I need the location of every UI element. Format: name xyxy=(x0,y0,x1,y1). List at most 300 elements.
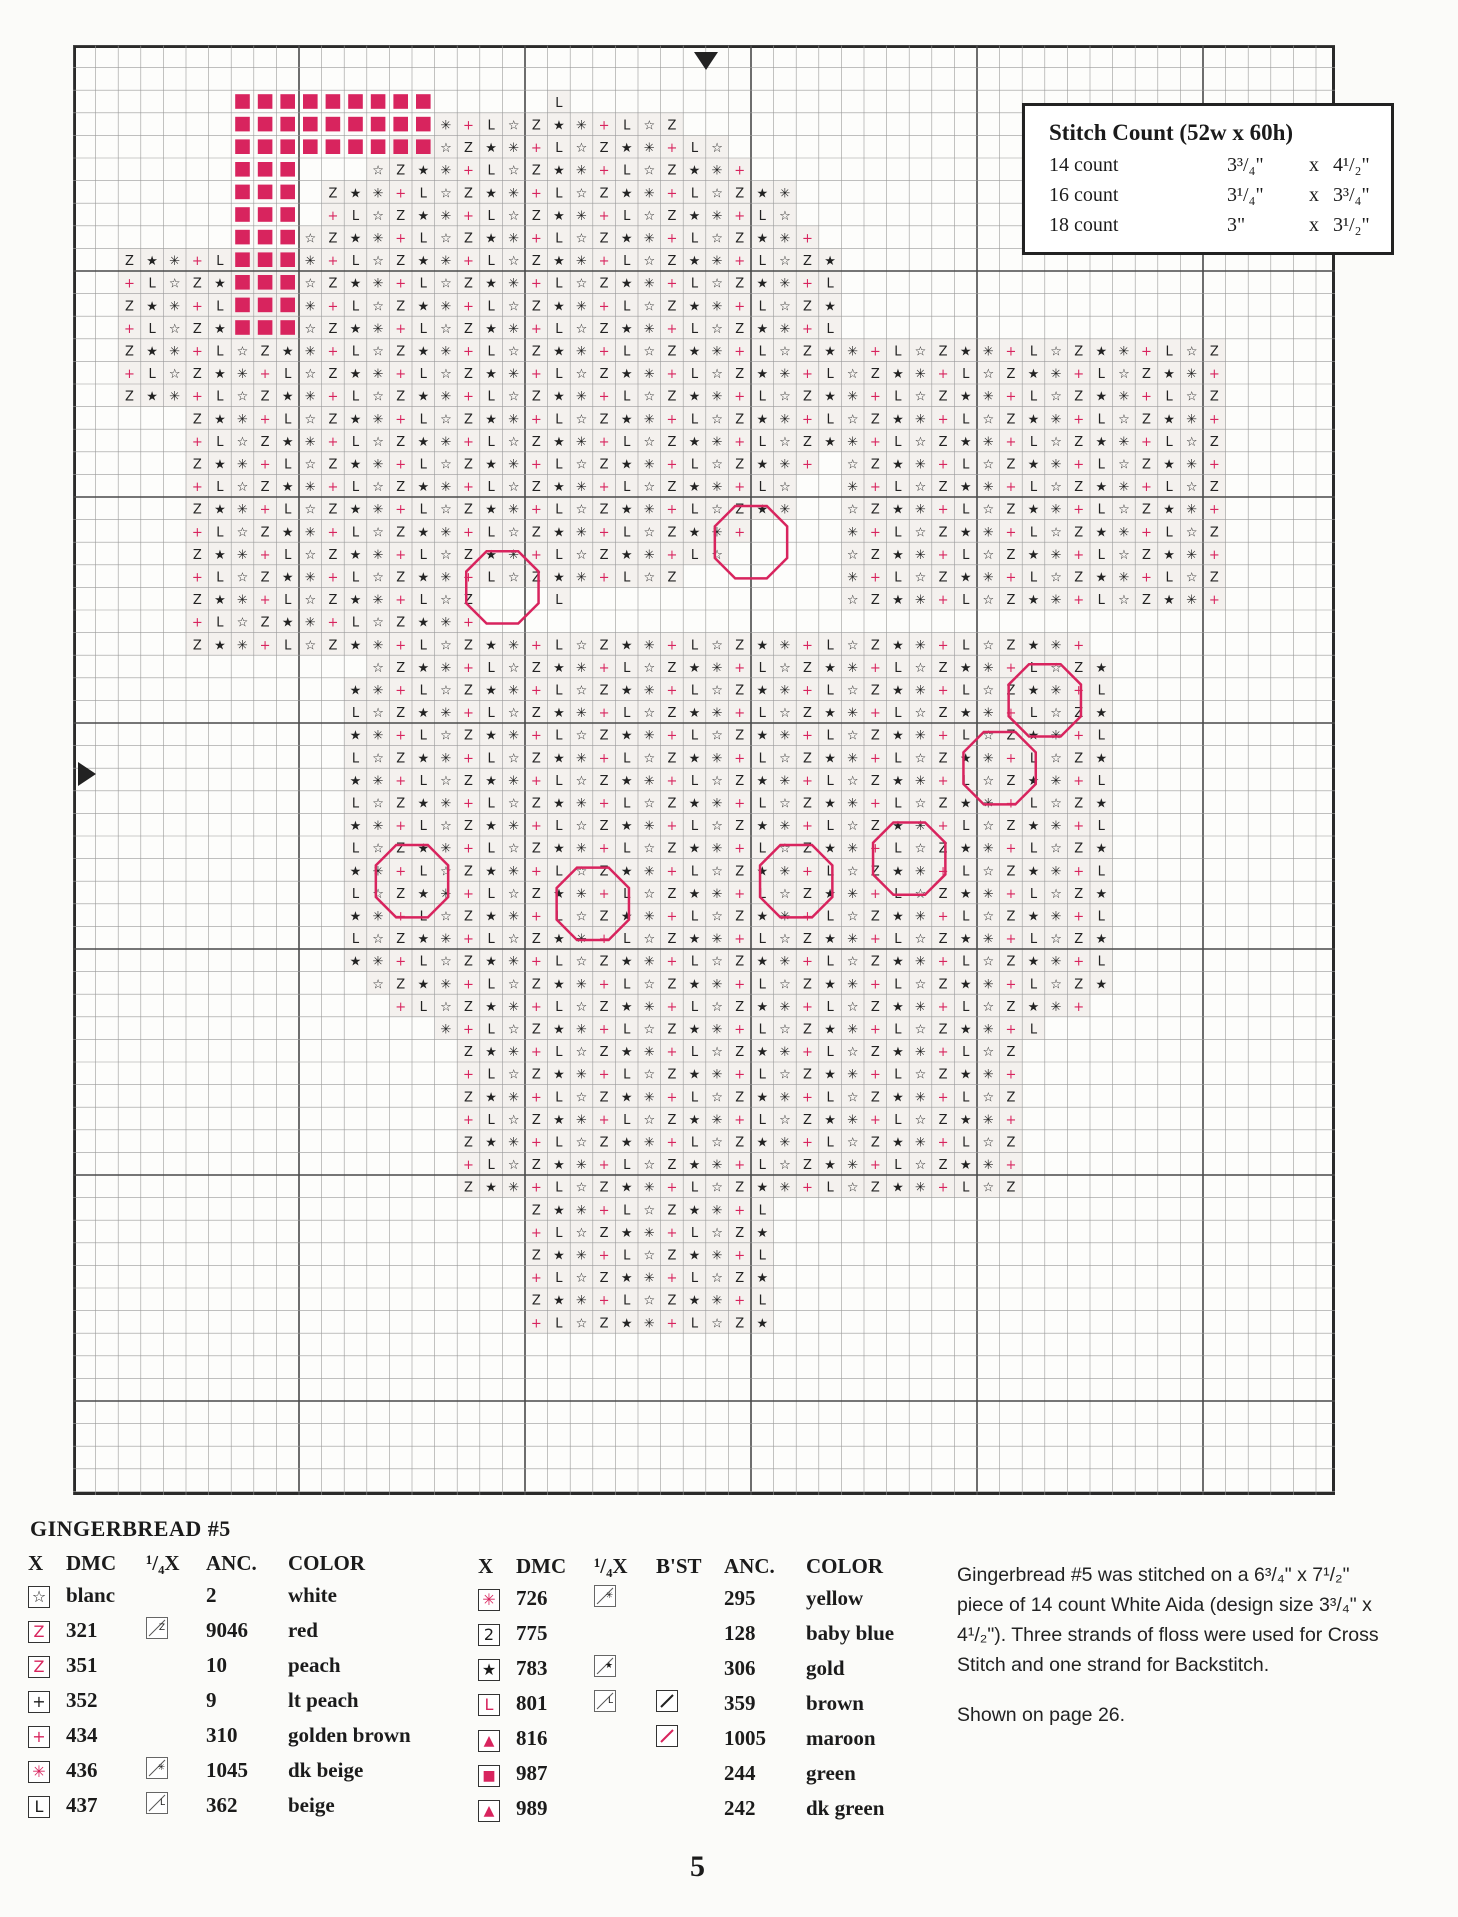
chart-grid xyxy=(73,45,1335,1495)
stitch-symbol: L xyxy=(623,254,631,270)
stitch-symbol: ★ xyxy=(1163,457,1175,473)
stitch-symbol: ✳ xyxy=(576,841,587,857)
stitch-symbol: ☆ xyxy=(1118,412,1130,428)
stitch-symbol: + xyxy=(530,1135,542,1151)
stitch-symbol: + xyxy=(1073,909,1085,925)
stitch-symbol: L xyxy=(623,434,631,450)
stitch-symbol: ✳ xyxy=(1050,412,1062,428)
stitch-symbol: ★ xyxy=(756,457,769,473)
stitch-symbol: ☆ xyxy=(779,751,791,767)
stitch-symbol: ✳ xyxy=(711,389,723,405)
stitch-symbol: L xyxy=(758,480,766,496)
stitch-symbol: Z xyxy=(464,1135,473,1151)
hat-stitch xyxy=(280,94,295,109)
stitch-symbol: + xyxy=(395,412,407,428)
stitch-symbol: ☆ xyxy=(440,412,452,428)
stitch-symbol: Z xyxy=(599,954,609,970)
stitch-symbol: ★ xyxy=(1027,593,1040,609)
stitch-symbol: + xyxy=(259,502,271,518)
stitch-symbol: ☆ xyxy=(1185,525,1198,541)
stitch-symbol: + xyxy=(734,1158,746,1174)
stitch-symbol: Z xyxy=(735,683,745,699)
stitch-symbol: ✳ xyxy=(643,321,655,337)
stitch-symbol: ★ xyxy=(349,728,362,744)
stitch-symbol: L xyxy=(690,773,699,789)
stitch-symbol: ★ xyxy=(1095,751,1108,767)
stitch-symbol: L xyxy=(351,480,360,496)
stitch-symbol: + xyxy=(530,1180,542,1196)
stitch-symbol: L xyxy=(555,141,563,157)
stitch-symbol: ★ xyxy=(1095,344,1108,360)
stitch-symbol: Z xyxy=(599,412,609,428)
stitch-symbol: L xyxy=(962,1135,970,1151)
stitch-symbol: ☆ xyxy=(643,1203,656,1219)
times-sign: x xyxy=(1309,184,1319,206)
stitch-symbol: L xyxy=(216,344,224,360)
stitch-symbol: L xyxy=(1097,909,1105,925)
stitch-symbol: Z xyxy=(599,1135,609,1151)
stitch-symbol: L xyxy=(962,457,970,473)
stitch-symbol: ☆ xyxy=(372,344,384,360)
stitch-symbol: L xyxy=(894,886,902,902)
stitch-symbol: L xyxy=(826,819,834,835)
stitch-symbol: L xyxy=(894,1022,902,1038)
stitch-symbol: ☆ xyxy=(982,457,995,473)
stitch-symbol: L xyxy=(894,389,902,405)
stitch-symbol: ☆ xyxy=(507,163,520,179)
stitch-symbol: + xyxy=(395,909,407,925)
stitch-symbol: L xyxy=(623,389,631,405)
stitch-symbol: ★ xyxy=(1163,412,1175,428)
stitch-symbol: Z xyxy=(464,773,473,789)
stitch-symbol: ☆ xyxy=(914,389,927,405)
stitch-symbol: L xyxy=(555,999,563,1015)
stitch-symbol: ☆ xyxy=(643,1112,656,1128)
stitch-symbol: ★ xyxy=(281,434,294,450)
stitch-symbol: L xyxy=(894,1112,902,1128)
stitch-symbol: ✳ xyxy=(643,683,655,699)
stitch-symbol: Z xyxy=(464,728,473,744)
stitch-symbol: Z xyxy=(464,141,473,157)
stitch-symbol: ☆ xyxy=(304,457,317,473)
stitch-symbol: ☆ xyxy=(304,231,317,247)
header-color: COLOR xyxy=(806,1553,884,1578)
stitch-symbol: + xyxy=(259,457,271,473)
stitch-symbol: L xyxy=(555,819,563,835)
stitch-symbol: ☆ xyxy=(711,773,723,789)
stitch-symbol: ★ xyxy=(620,321,633,337)
stitch-symbol: + xyxy=(327,299,339,315)
stitch-symbol: + xyxy=(530,773,542,789)
stitch-symbol: Z xyxy=(1006,1090,1016,1106)
stitch-symbol: ✳ xyxy=(711,1112,723,1128)
stitch-symbol: ✳ xyxy=(643,276,655,292)
stitch-symbol: L xyxy=(623,1067,631,1083)
stitch-symbol: ✳ xyxy=(304,299,316,315)
stitch-symbol: ☆ xyxy=(236,389,249,405)
stitch-symbol: Z xyxy=(531,886,541,902)
stitch-symbol: Z xyxy=(1209,389,1219,405)
stitch-symbol: ☆ xyxy=(643,118,656,134)
stitch-symbol: L xyxy=(555,638,563,654)
stitch-symbol: ☆ xyxy=(711,1045,723,1061)
stitch-symbol: ★ xyxy=(620,502,633,518)
stitch-symbol: ✳ xyxy=(1050,909,1062,925)
stitch-symbol: L xyxy=(555,593,563,609)
stitch-symbol: ☆ xyxy=(914,932,927,948)
stitch-symbol: ✳ xyxy=(508,999,520,1015)
stitch-symbol: ✳ xyxy=(643,909,655,925)
width-value: 3³/₄" xyxy=(1227,154,1264,176)
stitch-symbol: ★ xyxy=(824,932,836,948)
stitch-symbol: ✳ xyxy=(643,819,655,835)
stitch-symbol: ✳ xyxy=(576,570,587,586)
stitch-symbol: Z xyxy=(803,434,812,450)
stitch-symbol: L xyxy=(1097,367,1105,383)
stitch-symbol: ☆ xyxy=(982,954,995,970)
stitch-symbol: ✳ xyxy=(915,1045,926,1061)
stitch-symbol: L xyxy=(148,367,156,383)
stitch-symbol: ★ xyxy=(756,638,769,654)
stitch-symbol: L xyxy=(962,502,970,518)
stitch-symbol: L xyxy=(284,367,292,383)
stitch-symbol: ★ xyxy=(756,186,769,202)
stitch-symbol: + xyxy=(734,1248,746,1264)
stitch-symbol: ✳ xyxy=(372,728,384,744)
stitch-symbol: ☆ xyxy=(643,434,656,450)
stitch-symbol: ★ xyxy=(892,457,904,473)
stitch-symbol: ★ xyxy=(485,819,497,835)
stitch-symbol: ☆ xyxy=(507,660,520,676)
stitch-symbol: Z xyxy=(938,1112,948,1128)
stitch-symbol: Z xyxy=(599,1271,609,1287)
stitch-symbol: L xyxy=(690,999,699,1015)
stitch-symbol: ☆ xyxy=(779,208,791,224)
stitch-symbol: Z xyxy=(735,728,745,744)
stitch-symbol: ☆ xyxy=(914,1112,927,1128)
stitch-symbol: + xyxy=(802,1180,813,1196)
stitch-symbol: Z xyxy=(667,751,677,767)
stitch-symbol: L xyxy=(826,367,834,383)
stitch-symbol: ★ xyxy=(959,796,972,812)
stitch-symbol: ✳ xyxy=(643,367,655,383)
stitch-symbol: ☆ xyxy=(846,819,859,835)
stitch-symbol: L xyxy=(758,1158,766,1174)
stitch-symbol: ☆ xyxy=(507,1112,520,1128)
stitch-symbol: ✳ xyxy=(304,615,316,631)
stitch-count-box xyxy=(1022,103,1394,255)
stitch-symbol: L xyxy=(623,977,631,993)
stitch-symbol: ☆ xyxy=(643,660,656,676)
hat-stitch xyxy=(235,185,250,200)
stitch-symbol: ☆ xyxy=(779,1112,791,1128)
stitch-symbol: ★ xyxy=(485,321,497,337)
stitch-symbol: ☆ xyxy=(1050,570,1062,586)
instructions-text xyxy=(957,1560,1387,1730)
stitch-symbol: + xyxy=(598,1248,610,1264)
quarter-stitch-symbol-icon: ✳ xyxy=(594,1585,616,1607)
stitch-symbol: ★ xyxy=(1027,638,1040,654)
stitch-symbol: + xyxy=(598,1112,610,1128)
stitch-symbol: + xyxy=(463,163,474,179)
stitch-symbol: L xyxy=(487,1067,495,1083)
stitch-symbol: + xyxy=(395,547,407,563)
stitch-symbol: ☆ xyxy=(372,299,384,315)
stitch-symbol: ☆ xyxy=(440,141,452,157)
stitch-symbol: Z xyxy=(1209,434,1219,450)
stitch-symbol: + xyxy=(869,1158,881,1174)
stitch-symbol: L xyxy=(894,480,902,496)
stitch-symbol: ✳ xyxy=(982,886,994,902)
stitch-symbol: Z xyxy=(260,434,270,450)
stitch-symbol: ★ xyxy=(146,299,158,315)
stitch-symbol: ✳ xyxy=(440,932,452,948)
stitch-symbol: Z xyxy=(531,751,541,767)
stitch-symbol: ★ xyxy=(688,254,701,270)
stitch-symbol: L xyxy=(690,321,699,337)
stitch-symbol: ★ xyxy=(620,1180,633,1196)
stitch-symbol: Z xyxy=(531,1022,541,1038)
stitch-symbol: L xyxy=(487,525,495,541)
stitch-symbol: ☆ xyxy=(507,480,520,496)
stitch-symbol: Z xyxy=(667,1248,677,1264)
stitch-symbol: ★ xyxy=(485,864,497,880)
color-name: peach xyxy=(288,1653,341,1677)
stitch-symbol: Z xyxy=(803,886,812,902)
stitch-symbol: + xyxy=(937,412,949,428)
stitch-symbol: ☆ xyxy=(982,1090,995,1106)
stitch-symbol: + xyxy=(1005,1022,1017,1038)
stitch-symbol: + xyxy=(598,480,610,496)
header-x: X xyxy=(478,1553,494,1578)
stitch-symbol: ✳ xyxy=(982,1067,994,1083)
stitch-symbol: L xyxy=(758,1203,766,1219)
stitch-symbol: L xyxy=(216,389,224,405)
stitch-symbol: ★ xyxy=(688,1248,701,1264)
stitch-symbol: ☆ xyxy=(711,909,723,925)
anchor-number: 310 xyxy=(206,1723,238,1747)
stitch-symbol: L xyxy=(623,480,631,496)
stitch-symbol: Z xyxy=(396,570,406,586)
stitch-symbol: ✳ xyxy=(982,932,994,948)
stitch-symbol: L xyxy=(623,841,631,857)
stitch-symbol: L xyxy=(419,728,427,744)
stitch-symbol: ☆ xyxy=(440,457,452,473)
stitch-symbol: ☆ xyxy=(914,1158,927,1174)
stitch-symbol: L xyxy=(487,1022,495,1038)
height-value: 4¹/₂" xyxy=(1333,154,1370,176)
stitch-symbol: Z xyxy=(735,864,745,880)
stitch-symbol: + xyxy=(395,231,407,247)
stitch-symbol: ★ xyxy=(1027,457,1040,473)
stitch-symbol: ★ xyxy=(417,706,430,722)
stitch-symbol: ☆ xyxy=(1050,751,1062,767)
stitch-symbol: Z xyxy=(1074,570,1084,586)
stitch-symbol: L xyxy=(758,1293,766,1309)
stitch-symbol: ☆ xyxy=(779,344,791,360)
stitch-symbol: + xyxy=(1073,593,1085,609)
stitch-symbol: ✳ xyxy=(915,412,926,428)
stitch-symbol: ☆ xyxy=(372,706,384,722)
stitch-symbol: + xyxy=(124,321,135,337)
stitch-symbol: ★ xyxy=(417,299,430,315)
stitch-symbol: ✳ xyxy=(1050,999,1062,1015)
stitch-symbol: + xyxy=(463,615,474,631)
stitch-symbol: ✳ xyxy=(982,1112,994,1128)
stitch-symbol: ★ xyxy=(214,457,226,473)
stitch-symbol: ★ xyxy=(485,457,497,473)
stitch-symbol: Z xyxy=(260,570,270,586)
stitch-symbol: ✳ xyxy=(982,525,994,541)
stitch-symbol: ✳ xyxy=(847,434,859,450)
stitch-symbol: ☆ xyxy=(643,163,656,179)
stitch-symbol: L xyxy=(284,457,292,473)
stitch-symbol: L xyxy=(487,570,495,586)
hat-stitch xyxy=(326,117,341,132)
stitch-symbol: ☆ xyxy=(643,480,656,496)
quarter-stitch-symbol-icon: Z xyxy=(146,1617,168,1639)
stitch-symbol: L xyxy=(962,683,970,699)
stitch-symbol: L xyxy=(690,683,699,699)
stitch-symbol: Z xyxy=(1209,570,1219,586)
stitch-symbol: ☆ xyxy=(914,886,927,902)
stitch-symbol: ✳ xyxy=(304,344,316,360)
stitch-symbol-icon: 2 xyxy=(478,1624,500,1646)
stitch-symbol-icon: ✳ xyxy=(28,1761,50,1783)
stitch-symbol: ☆ xyxy=(711,1090,723,1106)
stitch-symbol: Z xyxy=(667,163,677,179)
stitch-symbol: ☆ xyxy=(982,547,995,563)
count-label: 18 count xyxy=(1049,214,1119,236)
stitch-symbol: ✳ xyxy=(304,480,316,496)
stitch-symbol: ✳ xyxy=(915,909,926,925)
stitch-symbol: Z xyxy=(667,344,677,360)
hat-stitch xyxy=(416,139,431,154)
stitch-symbol: ✳ xyxy=(915,593,926,609)
stitch-symbol: ✳ xyxy=(372,547,384,563)
stitch-symbol: L xyxy=(487,886,495,902)
stitch-symbol: ✳ xyxy=(508,457,520,473)
stitch-symbol: ☆ xyxy=(440,186,452,202)
stitch-symbol: ✳ xyxy=(576,434,587,450)
anchor-number: 295 xyxy=(724,1586,756,1610)
stitch-symbol: Z xyxy=(192,367,202,383)
stitch-symbol: + xyxy=(734,1067,746,1083)
stitch-symbol: + xyxy=(1005,1067,1017,1083)
stitch-symbol: ★ xyxy=(349,638,362,654)
stitch-symbol: + xyxy=(666,954,678,970)
stitch-symbol: Z xyxy=(192,457,202,473)
stitch-symbol: ☆ xyxy=(846,909,859,925)
anchor-number: 9046 xyxy=(206,1618,248,1642)
stitch-symbol: ☆ xyxy=(372,525,384,541)
anchor-number: 128 xyxy=(724,1621,756,1645)
stitch-symbol: + xyxy=(1141,389,1152,405)
hat-stitch xyxy=(235,275,250,290)
stitch-symbol: ✳ xyxy=(372,593,384,609)
stitch-symbol: + xyxy=(666,683,678,699)
stitch-symbol: ☆ xyxy=(440,321,452,337)
stitch-symbol: + xyxy=(1208,547,1220,563)
stitch-symbol: Z xyxy=(125,389,134,405)
stitch-symbol: ✳ xyxy=(847,751,859,767)
stitch-symbol: + xyxy=(395,954,407,970)
stitch-symbol: ☆ xyxy=(507,525,520,541)
anchor-number: 2 xyxy=(206,1583,217,1607)
stitch-symbol: Z xyxy=(599,231,609,247)
stitch-symbol: ☆ xyxy=(168,367,181,383)
stitch-symbol: ★ xyxy=(214,638,226,654)
stitch-symbol: Z xyxy=(1006,638,1016,654)
stitch-symbol: L xyxy=(758,977,766,993)
stitch-symbol: ✳ xyxy=(576,796,587,812)
stitch-symbol: + xyxy=(802,457,813,473)
stitch-symbol: Z xyxy=(1006,728,1016,744)
stitch-symbol: Z xyxy=(870,819,880,835)
stitch-symbol: L xyxy=(690,231,699,247)
stitch-symbol: ✳ xyxy=(847,1022,859,1038)
stitch-symbol: Z xyxy=(1074,525,1084,541)
stitch-symbol: ☆ xyxy=(914,1067,927,1083)
stitch-symbol: Z xyxy=(531,841,541,857)
stitch-symbol: ☆ xyxy=(1050,841,1062,857)
stitch-symbol-icon: ✳ xyxy=(478,1589,500,1611)
stitch-symbol: + xyxy=(463,254,474,270)
quarter-stitch-symbol-icon: ★ xyxy=(594,1655,616,1677)
stitch-symbol: ★ xyxy=(756,367,769,383)
stitch-symbol: ★ xyxy=(485,773,497,789)
stitch-symbol: ✳ xyxy=(847,932,859,948)
stitch-symbol: Z xyxy=(1074,932,1084,948)
stitch-symbol: Z xyxy=(667,932,677,948)
stitch-symbol: ☆ xyxy=(440,864,452,880)
stitch-symbol: Z xyxy=(464,683,473,699)
stitch-symbol: Z xyxy=(1006,999,1016,1015)
stitch-symbol: ✳ xyxy=(1186,412,1198,428)
stitch-symbol: L xyxy=(555,954,563,970)
stitch-symbol: Z xyxy=(1006,909,1016,925)
stitch-symbol: L xyxy=(894,796,902,812)
stitch-symbol: L xyxy=(1097,954,1105,970)
dmc-number: 351 xyxy=(66,1653,98,1677)
hat-stitch xyxy=(235,207,250,222)
stitch-symbol: + xyxy=(1141,434,1152,450)
hat-stitch xyxy=(258,230,273,245)
stitch-symbol: ☆ xyxy=(1050,932,1062,948)
stitch-symbol: ★ xyxy=(553,480,565,496)
instructions-paragraph: Gingerbread #5 was stitched on a 6³/₄" x 7¹/₂" piece of 14 count White Aida (design size 3³/₄" x 4¹/₂"). Three strands of floss were used for Cross Stitch and one strand for Backstitch. xyxy=(957,1564,1379,1676)
stitch-symbol: L xyxy=(962,728,970,744)
key-title: GINGERBREAD #5 xyxy=(30,1516,231,1541)
stitch-symbol: L xyxy=(487,796,495,812)
stitch-symbol: Z xyxy=(396,480,406,496)
stitch-symbol: + xyxy=(530,502,542,518)
stitch-symbol: Z xyxy=(1142,457,1151,473)
stitch-symbol: Z xyxy=(735,321,745,337)
stitch-symbol: ☆ xyxy=(440,683,452,699)
stitch-symbol: ★ xyxy=(485,909,497,925)
stitch-symbol: L xyxy=(555,1225,563,1241)
stitch-symbol: ★ xyxy=(417,796,430,812)
stitch-symbol: ★ xyxy=(349,186,362,202)
stitch-symbol: ✳ xyxy=(915,457,926,473)
stitch-symbol: ☆ xyxy=(643,796,656,812)
stitch-symbol: L xyxy=(962,547,970,563)
stitch-symbol: ★ xyxy=(349,909,362,925)
stitch-symbol: + xyxy=(802,1135,813,1151)
dmc-number: 352 xyxy=(66,1688,98,1712)
stitch-symbol: L xyxy=(826,276,834,292)
